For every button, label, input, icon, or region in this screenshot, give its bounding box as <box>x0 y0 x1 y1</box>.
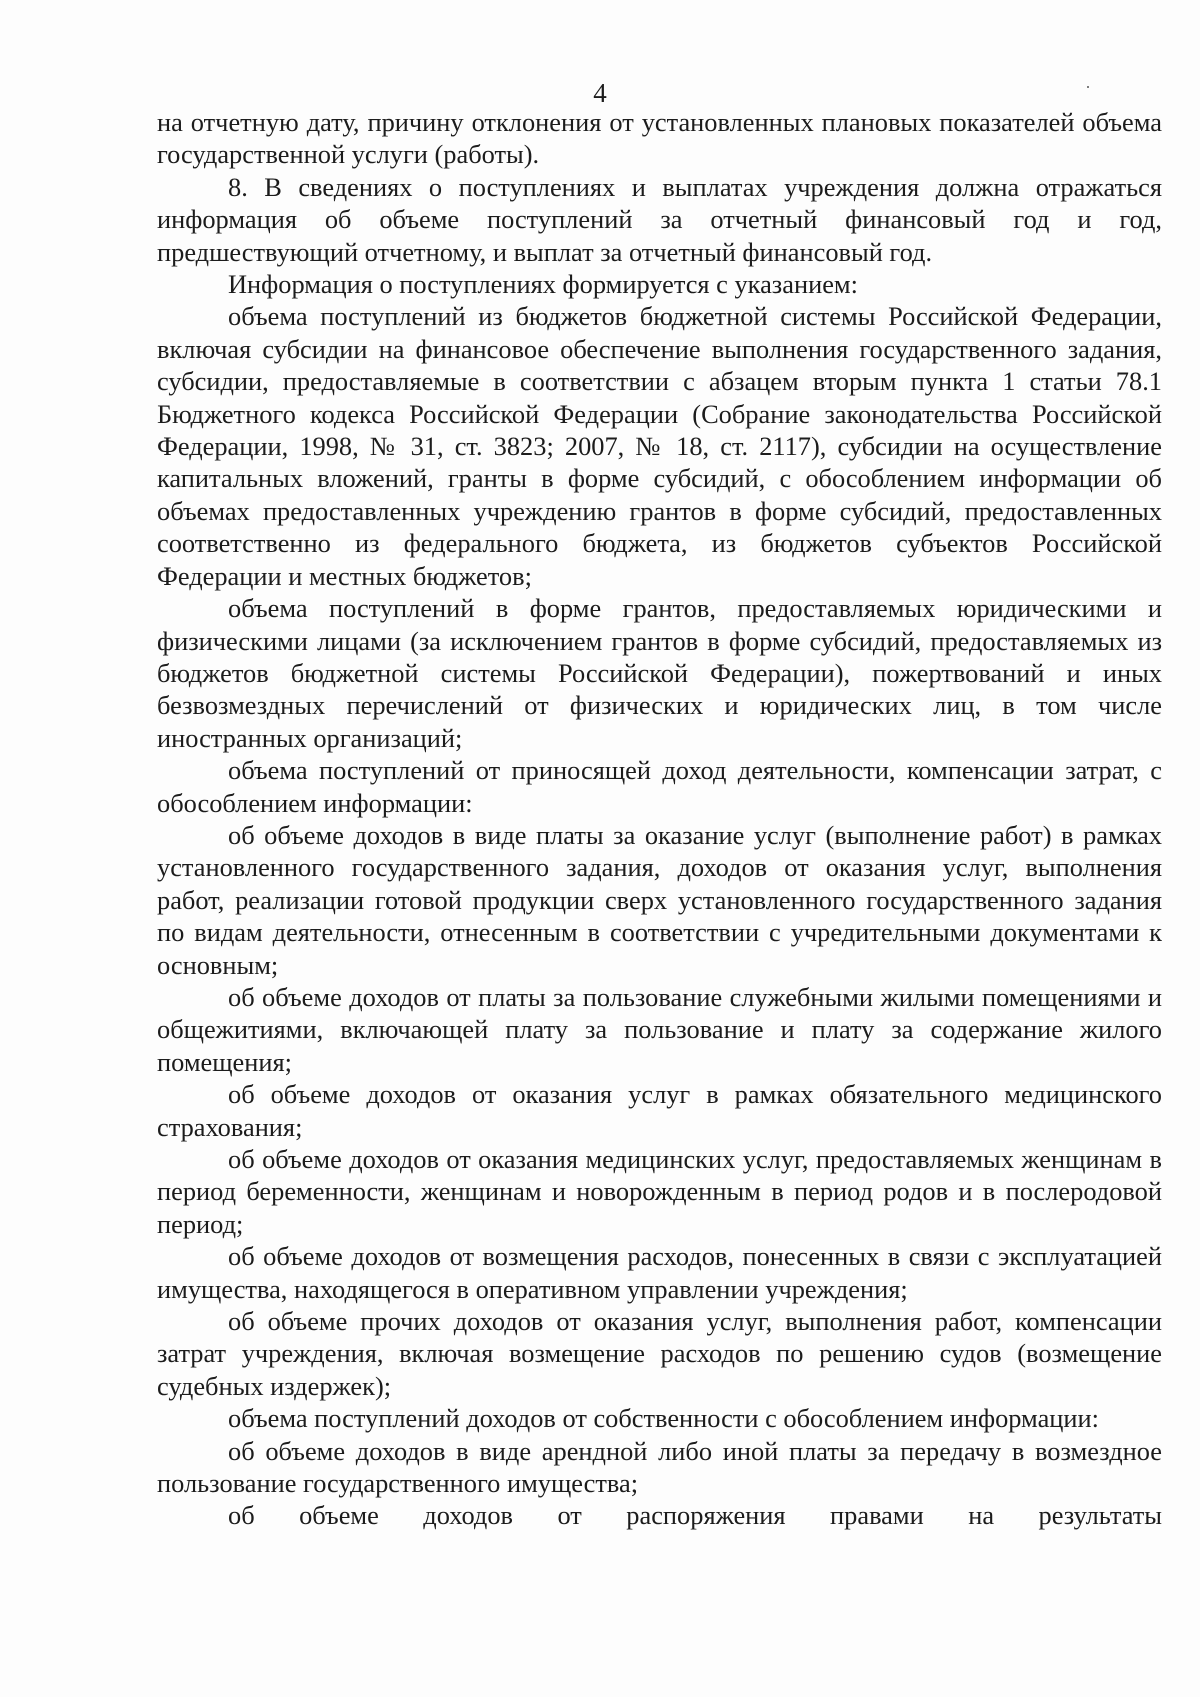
paragraph-15: об объеме доходов от распоряжения правами на результаты <box>228 1500 1162 1531</box>
paragraph-6: объема поступлений от приносящей доход деятельности, компенсации затрат, с обособлением информации: <box>157 755 1162 818</box>
document-body <box>157 106 1162 1532</box>
paragraph-13: объема поступлений доходов от собственности с обособлением информации: <box>228 1403 1099 1434</box>
paragraph-2: 8. В сведениях о поступлениях и выплатах учреждения должна отражаться информация об объеме поступлений за отчетный финансовый год и год, предшествующий отчетному, и выплат за отчетный финансовый год. <box>157 171 1162 267</box>
paragraph-7: об объеме доходов в виде платы за оказание услуг (выполнение работ) в рамках установленного государственного задания, доходов от оказания услуг, выполнения работ, реализации готовой продукции сверх установленного государственного задания по видам деятельности, отнесенным в соответствии с учредительными документами к основным; <box>157 819 1162 980</box>
paragraph-11: об объеме доходов от возмещения расходов, понесенных в связи с эксплуатацией имущества, находящегося в оперативном управлении учреждения; <box>157 1241 1162 1304</box>
paragraph-12: об объеме прочих доходов от оказания услуг, выполнения работ, компенсации затрат учреждения, включая возмещение расходов по решению судов (возмещение судебных издержек); <box>157 1306 1162 1401</box>
paragraph-1: на отчетную дату, причину отклонения от установленных плановых показателей объема государственной услуги (работы). <box>157 107 1162 170</box>
paragraph-5: объема поступлений в форме грантов, предоставляемых юридическими и физическими лицами (за исключением грантов в форме субсидий, предоставляемых из бюджетов бюджетной системы Российской Федерации), пожертвований и иных безвозмездных перечислений от физических и юридических лиц, в том числе иностранных организаций; <box>157 593 1162 753</box>
paragraph-9: об объеме доходов от оказания услуг в рамках обязательного медицинского страхования; <box>157 1079 1162 1142</box>
paragraph-8: об объеме доходов от платы за пользование служебными жилыми помещениями и общежитиями, включающей плату за пользование и плату за содержание жилого помещения; <box>157 981 1162 1077</box>
paragraph-3: Информация о поступлениях формируется с указанием: <box>228 269 858 300</box>
page-number: 4 <box>593 78 607 108</box>
paragraph-14: об объеме доходов в виде арендной либо иной платы за передачу в возмездное пользование государственного имущества; <box>157 1435 1162 1499</box>
paragraph-10: об объеме доходов от оказания медицинских услуг, предоставляемых женщинам в период беременности, женщинам и новорожденным в период родов и в послеродовой период; <box>157 1144 1162 1239</box>
paragraph-4: объема поступлений из бюджетов бюджетной системы Российской Федерации, включая субсидии на финансовое обеспечение выполнения государственного задания, субсидии, предоставляемые в соответствии с абзацем вторым пункта 1 статьи 78.1 Бюджетного кодекса Российской Федерации (Собрание законодательства Российской Федерации, 1998, № 31, ст. 3823; 2007, № 18, ст. 2117), субсидии на осуществление капитальных вложений, гранты в форме субсидий, с обособлением информации об объемах предоставленных учреждению грантов в форме субсидий, предоставленных соответственно из федерального бюджета, из бюджетов субъектов Российской Федерации и местных бюджетов; <box>157 301 1162 591</box>
scan-speck <box>1087 86 1089 88</box>
